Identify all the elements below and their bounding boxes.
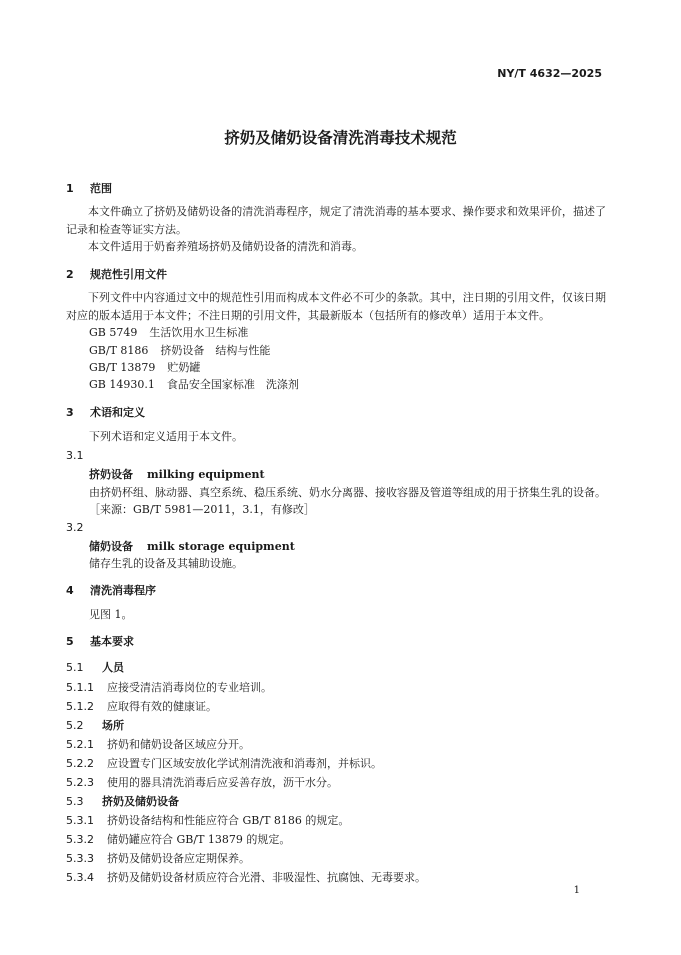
clause-item: 5.2.3 使用的器具清洗消毒后应妥善存放，沥干水分。 [66,776,338,789]
section-5-heading [66,633,134,649]
term-en: milking equipment [147,468,265,481]
clause-item: 5.2.1 挤奶和储奶设备区域应分开。 [66,738,250,751]
clause-item: 5.1.2 应取得有效的健康证。 [66,700,217,713]
section-3-heading [66,404,145,420]
document-title: 挤奶及储奶设备清洗消毒技术规范 [224,129,457,147]
term-heading [89,466,265,482]
paragraph: 本文件确立了挤奶及储奶设备的清洗消毒程序，规定了清洗消毒的基本要求、操作要求和效果评价，描述了记录和检查等证实方法。 [66,205,606,236]
clause-item: 5.3.3 挤奶及储奶设备应定期保养。 [66,852,250,865]
clause-item: 5.3.1 挤奶设备结构和性能应符合 GB/T 8186 的规定。 [66,814,350,827]
section-title: 规范性引用文件 [90,268,167,281]
term-number: 3.2 [66,521,84,534]
subsection-5-3-heading: 5.3 挤奶及储奶设备 [66,795,179,808]
standard-code: NY/T 4632—2025 [497,67,602,80]
reference-item: GB 5749 生活饮用水卫生标准 [89,326,249,339]
section-number: 1 [66,182,74,195]
subsection-5-2-heading: 5.2 场所 [66,719,124,732]
section-number: 4 [66,584,74,597]
term-cn: 挤奶设备 [89,468,133,481]
term-number: 3.1 [66,449,84,462]
section-1-heading [66,180,112,196]
paragraph: 下列文件中内容通过文中的规范性引用而构成本文件必不可少的条款。其中，注日期的引用文件，仅该日期对应的版本适用于本文件；不注日期的引用文件，其最新版本（包括所有的修改单）适用于本文件。 [66,291,606,322]
reference-item: GB/T 13879 贮奶罐 [89,361,201,374]
page-number: 1 [573,885,580,896]
clause-item: 5.2.2 应设置专门区域安放化学试剂清洗液和消毒剂，并标识。 [66,757,382,770]
section-title: 清洗消毒程序 [90,584,156,597]
clause-item: 5.1.1 应接受清洁消毒岗位的专业培训。 [66,681,272,694]
section-4-heading [66,582,156,598]
paragraph: 本文件适用于奶畜养殖场挤奶及储奶设备的清洗和消毒。 [88,240,363,253]
paragraph: 下列术语和定义适用于本文件。 [89,430,243,443]
section-number: 2 [66,268,74,281]
term-definition: 由挤奶杯组、脉动器、真空系统、稳压系统、奶水分离器、接收容器及管道等组成的用于挤集生乳的设备。 [89,486,606,499]
section-number: 3 [66,406,74,419]
clause-item: 5.3.4 挤奶及储奶设备材质应符合光滑、非吸湿性、抗腐蚀、无毒要求。 [66,871,426,884]
term-source: ［来源：GB/T 5981—2011，3.1，有修改］ [89,503,315,516]
reference-item: GB 14930.1 食品安全国家标准 洗涤剂 [89,378,299,391]
reference-item: GB/T 8186 挤奶设备 结构与性能 [89,344,271,357]
paragraph: 见图 1。 [89,608,133,621]
term-definition: 储存生乳的设备及其辅助设施。 [89,557,243,570]
term-en: milk storage equipment [147,540,295,553]
section-title: 基本要求 [90,635,134,648]
section-2-heading [66,266,167,282]
section-title: 范围 [90,182,112,195]
section-number: 5 [66,635,74,648]
subsection-5-1-heading: 5.1 人员 [66,661,124,674]
section-title: 术语和定义 [90,406,145,419]
clause-item: 5.3.2 储奶罐应符合 GB/T 13879 的规定。 [66,833,291,846]
term-heading [89,538,295,554]
term-cn: 储奶设备 [89,540,133,553]
